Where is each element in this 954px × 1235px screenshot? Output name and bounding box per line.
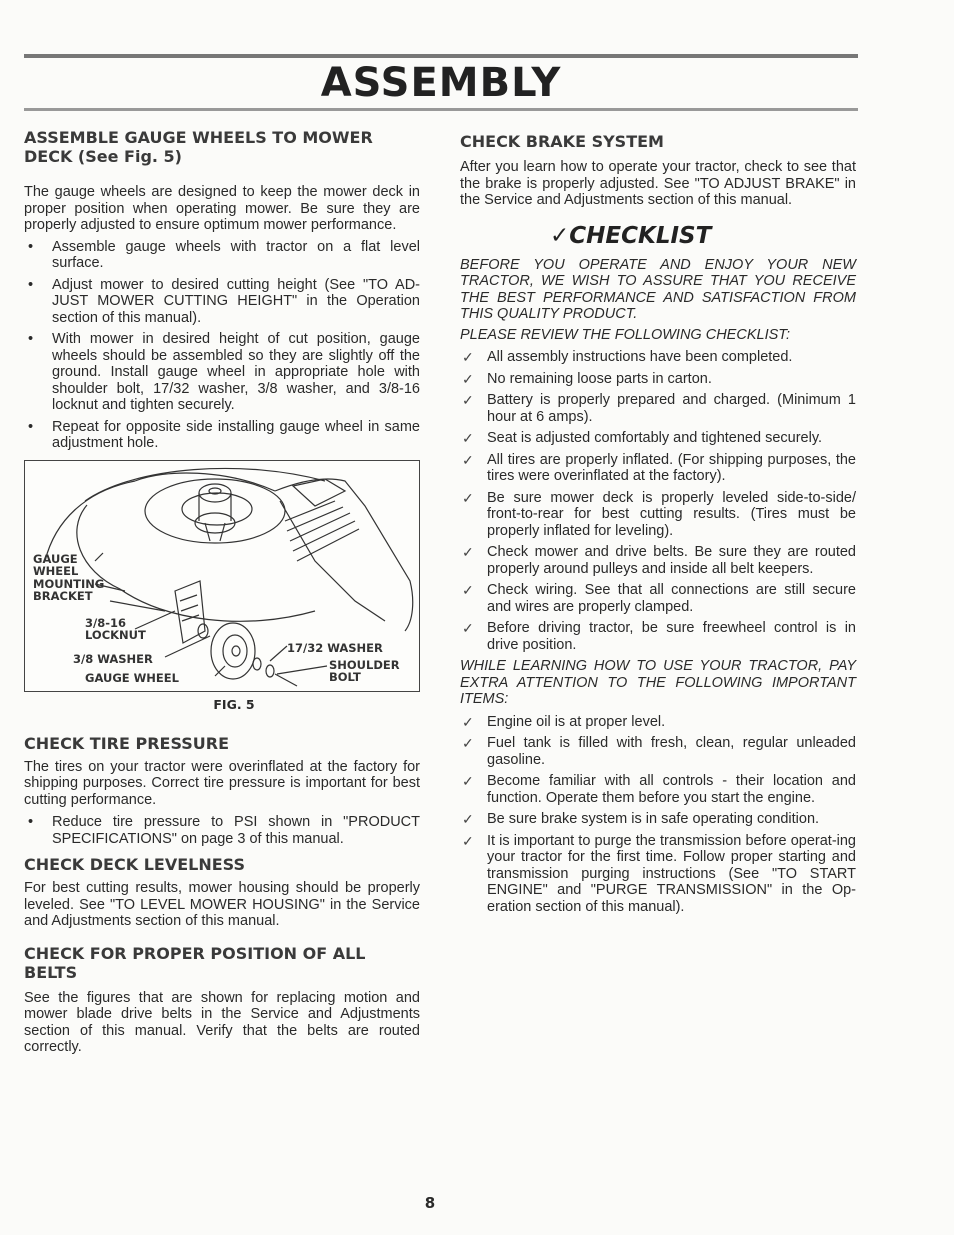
label-17-32-washer: 17/32 WASHER (287, 640, 383, 655)
checkmark-icon: ✓ (462, 620, 474, 636)
checkmark-icon: ✓ (462, 370, 474, 387)
checkmark-icon: ✓ (462, 773, 474, 789)
list-item: ✓ All assembly instructions have been completed. (462, 349, 793, 365)
list-item: ✓ Be sure brake system is in safe operating condition. (462, 811, 820, 827)
label-locknut: 3/8-16 LOCKNUT (85, 615, 146, 642)
checkmark-icon: ✓ (462, 489, 474, 506)
label-gauge-wheel: GAUGE WHEEL (85, 670, 179, 685)
checkmark-icon: ✓ (462, 392, 474, 408)
left-column (24, 128, 420, 1056)
checkmark-icon: ✓ (462, 811, 474, 827)
gauge-intro: The gauge wheels are designed to keep the mower deck in proper position when operating mower. Be sure they are properly adjusted to ensure optimum mower performance. (24, 184, 420, 233)
right-column (460, 132, 856, 920)
gauge-heading: ASSEMBLE GAUGE WHEELS TO MOWER DECK (See Fig. 5) (24, 128, 373, 166)
list-item: ✓ Check wiring. See that all connections are still secure and wires are properly clamped. (462, 582, 856, 615)
list-item: ✓ Before driving tractor, be sure freewheel control is in drive position. (462, 620, 856, 653)
page-title: ASSEMBLY (320, 60, 562, 106)
list-item: ✓ Fuel tank is filled with fresh, clean, regular unleaded gasoline. (462, 735, 856, 768)
list-item: ✓ Seat is adjusted comfortably and tightened securely. (462, 430, 823, 446)
list-item: ✓ It is important to purge the transmission before operat-ing your tractor for the first time. Follow proper starting and transmission purging instructions (See "TO START ENGINE" and "PURGE TRANSMISSION" in the Op-eration section of this manual). (462, 832, 856, 915)
checklist-while: WHILE LEARNING HOW TO USE YOUR TRACTOR, PAY EXTRA ATTENTION TO THE FOLLOWING IMPORTANT ITEMS: (460, 658, 856, 707)
header-rule-bottom (24, 108, 858, 111)
checkmark-icon: ✓ (462, 544, 474, 560)
list-item: • Repeat for opposite side installing gauge wheel in same adjustment hole. (28, 418, 420, 451)
brake-text: After you learn how to operate your tractor, check to see that the brake is properly adjusted. See "TO ADJUST BRAKE" in the Service and Adjustments section of this manual. (460, 159, 856, 208)
list-item: • Assemble gauge wheels with tractor on a flat level surface. (28, 238, 420, 271)
checkmark-icon: ✓ (462, 582, 474, 598)
checkmark-icon: ✓ (462, 430, 474, 446)
list-item: • With mower in desired height of cut position, gauge wheels should be assembled so they are slightly off the ground. Install gauge wheel in appropriate hole with shoulder bolt, 17/32 washer, 3/8 washer, and 3/8-16 locknut and tighten securely. (28, 331, 420, 413)
list-item: ✓ Be sure mower deck is properly leveled side-to-side/ front-to-rear for best cutting results. (Tires must be properly inflated for leveling). (462, 489, 856, 539)
page-number: 8 (424, 1194, 436, 1212)
label-mounting-bracket: GAUGE WHEEL MOUNTING BRACKET (33, 551, 105, 603)
tire-text: The tires on your tractor were overinflated at the factory for shipping purposes. Correct tire pressure is important for best cutting performance. (24, 758, 420, 808)
list-item: ✓ All tires are properly inflated. (For shipping purposes, the tires were overinflated at the factory). (462, 451, 856, 484)
checkmark-icon: ✓ (462, 735, 474, 751)
label-shoulder-bolt: SHOULDER BOLT (329, 657, 400, 684)
belts-heading: CHECK FOR PROPER POSITION OF ALL BELTS (24, 943, 366, 982)
checklist-please: PLEASE REVIEW THE FOLLOWING CHECKLIST: (460, 326, 791, 343)
tire-bullets (24, 814, 420, 847)
checkmark-icon: ✓ (462, 349, 474, 365)
checkmark-icon: ✓ (462, 832, 474, 849)
checklist-intro: BEFORE YOU OPERATE AND ENJOY YOUR NEW TRACTOR, WE WISH TO ASSURE THAT YOU RECEIVE THE BEST PERFORMANCE AND SATISFACTION FROM THIS QUALITY PRODUCT. (460, 256, 856, 322)
checkmark-icon: ✓ (462, 713, 474, 730)
deck-text: For best cutting results, mower housing should be properly leveled. See "TO LEVEL MOWER HOUSING" in the Service and Adjustments section of this manual. (24, 880, 420, 929)
figure-5 (24, 460, 420, 692)
checkmark-icon: ✓ (462, 451, 474, 468)
checklist-items (460, 349, 856, 653)
list-item: ✓ No remaining loose parts in carton. (462, 370, 712, 387)
brake-heading: CHECK BRAKE SYSTEM (460, 132, 664, 151)
checklist-title: ✓CHECKLIST (550, 222, 712, 249)
label-3-8-washer: 3/8 WASHER (73, 651, 153, 666)
tire-heading: CHECK TIRE PRESSURE (24, 733, 230, 753)
deck-heading: CHECK DECK LEVELNESS (24, 855, 245, 874)
list-item: ✓ Battery is properly prepared and charged. (Minimum 1 hour at 6 amps). (462, 392, 856, 425)
checklist-items-2 (460, 714, 856, 916)
list-item: ✓ Become familiar with all controls - their location and function. Operate them before you start the engine. (462, 773, 856, 806)
list-item: • Reduce tire pressure to PSI shown in "PRODUCT SPECIFICATIONS" on page 3 of this manual. (28, 814, 420, 847)
list-item: ✓ Engine oil is at proper level. (462, 713, 666, 730)
list-item: ✓ Check mower and drive belts. Be sure they are routed properly around pulleys and inside all belt keepers. (462, 544, 856, 577)
gauge-bullets (24, 239, 420, 452)
figure-caption: FIG. 5 (213, 696, 255, 712)
belts-text: See the figures that are shown for replacing motion and mower blade drive belts in the Service and Adjustments section of this manual. Verify that the belts are routed correctly. (24, 989, 420, 1055)
header-rule-top (24, 54, 858, 58)
list-item: • Adjust mower to desired cutting height (See "TO AD-JUST MOWER CUTTING HEIGHT" in the Operation section of this manual). (28, 276, 420, 326)
